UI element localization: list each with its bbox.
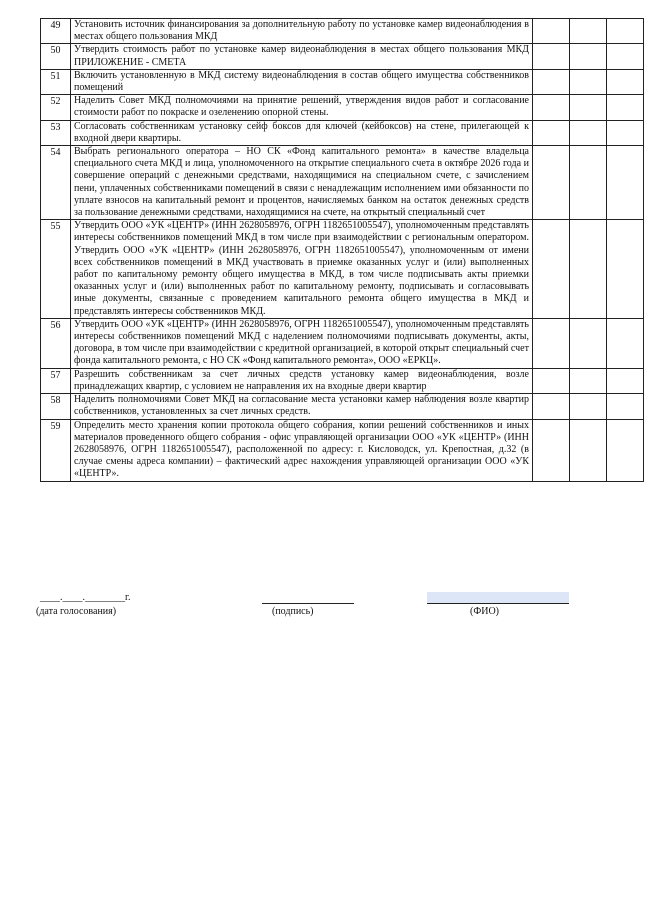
row-text: Наделить Совет МКД полномочиями на принятие решений, утверждения видов работ и согласование стоимости работ по покраске и озеленению опорной стены. <box>71 95 533 120</box>
row-number: 59 <box>41 419 71 481</box>
vote-for-cell[interactable] <box>533 318 570 368</box>
row-text: Установить источник финансирования за дополнительную работу по установке камер видеонаблюдения в местах общего пользования МКД <box>71 19 533 44</box>
vote-against-cell[interactable] <box>570 69 607 94</box>
vote-against-cell[interactable] <box>570 394 607 419</box>
row-text: Разрешить собственникам за счет личных средств установку камер видеонаблюдения, возле принадлежащих квартир, с условием не направления их на входные двери квартир <box>71 368 533 393</box>
agenda-row <box>41 146 644 220</box>
vote-for-cell[interactable] <box>533 394 570 419</box>
row-text: Наделить полномочиями Совет МКД на согласование места установки камер наблюдения возле квартир собственников, установленных за счет личных средств. <box>71 394 533 419</box>
vote-abstain-cell[interactable] <box>607 44 644 69</box>
row-number: 56 <box>41 318 71 368</box>
vote-against-cell[interactable] <box>570 120 607 145</box>
vote-abstain-cell[interactable] <box>607 146 644 220</box>
date-field[interactable] <box>40 592 130 603</box>
agenda-row <box>41 120 644 145</box>
agenda-row <box>41 69 644 94</box>
vote-abstain-cell[interactable] <box>607 69 644 94</box>
vote-against-cell[interactable] <box>570 419 607 481</box>
row-number: 58 <box>41 394 71 419</box>
agenda-table <box>40 18 644 482</box>
agenda-row <box>41 368 644 393</box>
row-number: 55 <box>41 220 71 319</box>
agenda-row <box>41 95 644 120</box>
vote-for-cell[interactable] <box>533 146 570 220</box>
vote-against-cell[interactable] <box>570 95 607 120</box>
fio-line[interactable] <box>427 592 569 604</box>
vote-for-cell[interactable] <box>533 368 570 393</box>
row-number: 52 <box>41 95 71 120</box>
row-text: Утвердить стоимость работ по установке камер видеонаблюдения в местах общего пользования МКД ПРИЛОЖЕНИЕ - СМЕТА <box>71 44 533 69</box>
row-text: Утвердить ООО «УК «ЦЕНТР» (ИНН 2628058976, ОГРН 1182651005547), уполномоченным представлять интересы собственников помещений МКД с наделением полномочиями подписывать документы, акты, договора, в том числе при взаимодействии с кредитной организацией, в которой открыт специальный счет фонда капитального ремонта, с НО СК «Фонд капитального ремонта», ООО «ЕРКЦ». <box>71 318 533 368</box>
vote-against-cell[interactable] <box>570 44 607 69</box>
date-template: ____.____.________г. <box>40 592 131 603</box>
agenda-row <box>41 44 644 69</box>
row-number: 53 <box>41 120 71 145</box>
vote-against-cell[interactable] <box>570 368 607 393</box>
row-number: 57 <box>41 368 71 393</box>
row-text: Выбрать регионального оператора – НО СК «Фонд капитального ремонта» в качестве владельца специального счета МКД и лица, уполномоченного на открытие специального счета в октябре 2026 года и совершение операций с денежными средствами, находящимися на специальном счете, с зачислением пени, уплаченных собственниками помещений в связи с ненадлежащим исполнением ими обязанности по уплате взносов на капитальный ремонт и процентов, начисляемых банком на остаток денежных средств за пользование денежными средствами, находящимися на счете, на открытый специальный счет <box>71 146 533 220</box>
vote-against-cell[interactable] <box>570 146 607 220</box>
signature-line[interactable] <box>262 592 354 604</box>
vote-abstain-cell[interactable] <box>607 394 644 419</box>
date-label: (дата голосования) <box>36 606 117 617</box>
vote-for-cell[interactable] <box>533 44 570 69</box>
vote-abstain-cell[interactable] <box>607 318 644 368</box>
vote-abstain-cell[interactable] <box>607 419 644 481</box>
vote-abstain-cell[interactable] <box>607 19 644 44</box>
fio-label: (ФИО) <box>470 606 500 617</box>
agenda-row <box>41 394 644 419</box>
row-number: 50 <box>41 44 71 69</box>
vote-for-cell[interactable] <box>533 220 570 319</box>
row-text: Определить место хранения копии протокола общего собрания, копии решений собственников и иных материалов проведенного общего собрания - офис управляющей организации ООО «УК «ЦЕНТР» (ИНН 2628058976, ОГРН 1182651005547), расположенной по адресу: г. Кисловодск, ул. Крепостная, д.32 (в случае смены адреса компании) – фактический адрес нахождения управляющей организации ООО «УК «ЦЕНТР». <box>71 419 533 481</box>
agenda-row <box>41 19 644 44</box>
row-number: 51 <box>41 69 71 94</box>
vote-against-cell[interactable] <box>570 220 607 319</box>
agenda-row <box>41 419 644 481</box>
vote-abstain-cell[interactable] <box>607 120 644 145</box>
vote-against-cell[interactable] <box>570 19 607 44</box>
vote-for-cell[interactable] <box>533 419 570 481</box>
sign-label: (подпись) <box>272 606 314 617</box>
row-text: Включить установленную в МКД систему видеонаблюдения в состав общего имущества собственников помещений <box>71 69 533 94</box>
vote-against-cell[interactable] <box>570 318 607 368</box>
vote-for-cell[interactable] <box>533 120 570 145</box>
vote-abstain-cell[interactable] <box>607 220 644 319</box>
agenda-row <box>41 220 644 319</box>
vote-abstain-cell[interactable] <box>607 368 644 393</box>
vote-abstain-cell[interactable] <box>607 95 644 120</box>
vote-for-cell[interactable] <box>533 69 570 94</box>
vote-for-cell[interactable] <box>533 19 570 44</box>
row-text: Утвердить ООО «УК «ЦЕНТР» (ИНН 2628058976, ОГРН 1182651005547), уполномоченным представлять интересы собственников помещений МКД в том числе при взаимодействии с региональным оператором. Утвердить ООО «УК «ЦЕНТР» (ИНН 2628058976, ОГРН 1182651005547), уполномоченным от имени всех собственников помещений в МКД участвовать в приемке оказанных услуг и (или) выполненных работ по капитальному ремонту общего имущества в МКД, в том числе подписывать акты приемки оказанных услуг и (или) выполненных работ по капитальному ремонту, подписывать и согласовывать иные документы, связанные с проведением капитального ремонта общего имущества в МКД и представлять интересы собственников МКД. <box>71 220 533 319</box>
row-number: 54 <box>41 146 71 220</box>
row-text: Согласовать собственникам установку сейф боксов для ключей (кейбоксов) на стене, прилегающей к входной двери квартиры. <box>71 120 533 145</box>
agenda-row <box>41 318 644 368</box>
row-number: 49 <box>41 19 71 44</box>
vote-for-cell[interactable] <box>533 95 570 120</box>
